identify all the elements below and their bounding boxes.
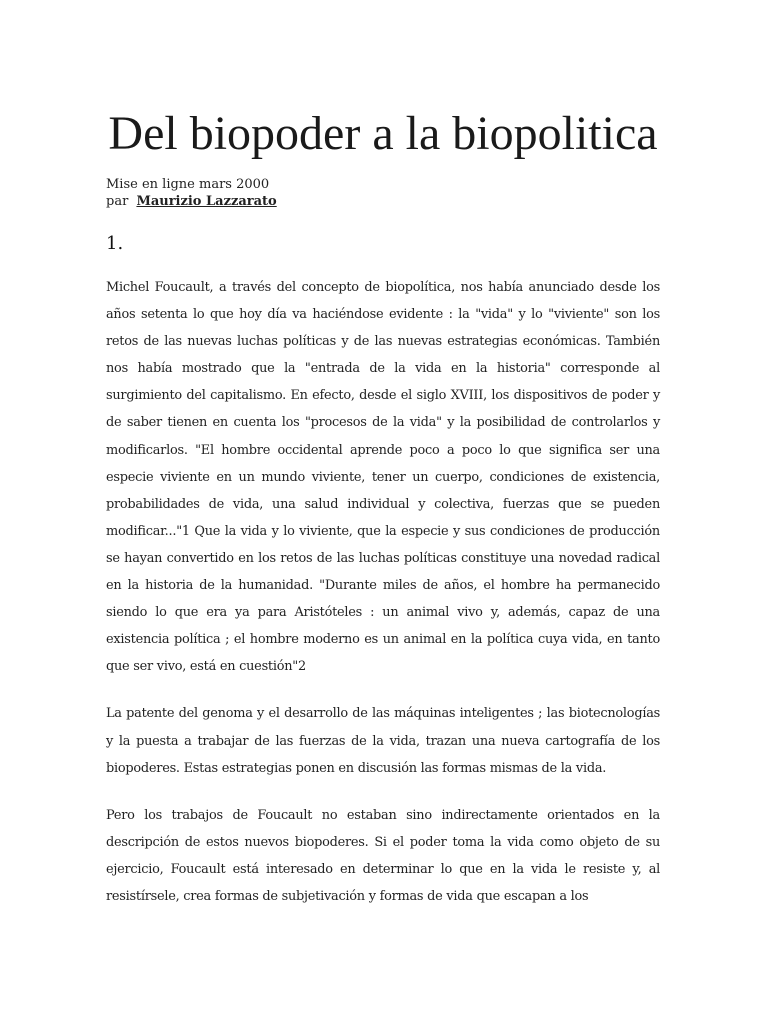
paragraph-2: La patente del genoma y el desarrollo de las máquinas inteligentes ; las biotecnologías y la puesta a trabajar de las fuerzas de la vida, trazan una nueva cartografía de los biopoderes. Estas estrategias ponen en discusión las formas mismas de la vida. — [106, 706, 660, 776]
author-link[interactable]: Maurizio Lazzarato — [136, 194, 277, 209]
document-page — [106, 0, 660, 910]
section-number: 1. — [106, 233, 124, 254]
article-title: Del biopoder a la biopolitica — [108, 107, 658, 160]
paragraph-1: Michel Foucault, a través del concepto de biopolítica, nos había anunciado desde los años setenta lo que hoy día va haciéndose evidente : la "vida" y lo "viviente" son los retos de las nuevas luchas políticas y de las nuevas estrategias económicas. También nos había mostrado que la "entrada de la vida en la historia" corresponde al surgimiento del capitalismo. En efecto, desde el siglo XVIII, los dispositivos de poder y de saber tienen en cuenta los "procesos de la vida" y la posibilidad de controlarlos y modificarlos. "El hombre occidental aprende poco a poco lo que significa ser una especie viviente en un mundo viviente, tener un cuerpo, condiciones de existencia, probabilidades de vida, una salud individual y colectiva, fuerzas que se pueden modificar..."1 Que la vida y lo viviente, que la especie y sus condiciones de producción se hayan convertido en los retos de las luchas políticas constituye una novedad radical en la historia de la humanidad. "Durante miles de años, el hombre ha permanecido siendo lo que era ya para Aristóteles : un animal vivo y, además, capaz de una existencia política ; el hombre moderno es un animal en la política cuya vida, en tanto que ser vivo, está en cuestión"2 — [106, 280, 660, 675]
byline-label: par — [106, 194, 129, 209]
byline — [106, 193, 660, 210]
publication-date: Mise en ligne mars 2000 — [106, 177, 270, 192]
article-meta — [106, 176, 660, 210]
paragraph-3: Pero los trabajos de Foucault no estaban sino indirectamente orientados en la descripción de estos nuevos biopoderes. Si el poder toma la vida como objeto de su ejercicio, Foucault está interesado en determinar lo que en la vida le resiste y, al resistírsele, crea formas de subjetivación y formas de vida que escapan a los — [106, 807, 660, 904]
